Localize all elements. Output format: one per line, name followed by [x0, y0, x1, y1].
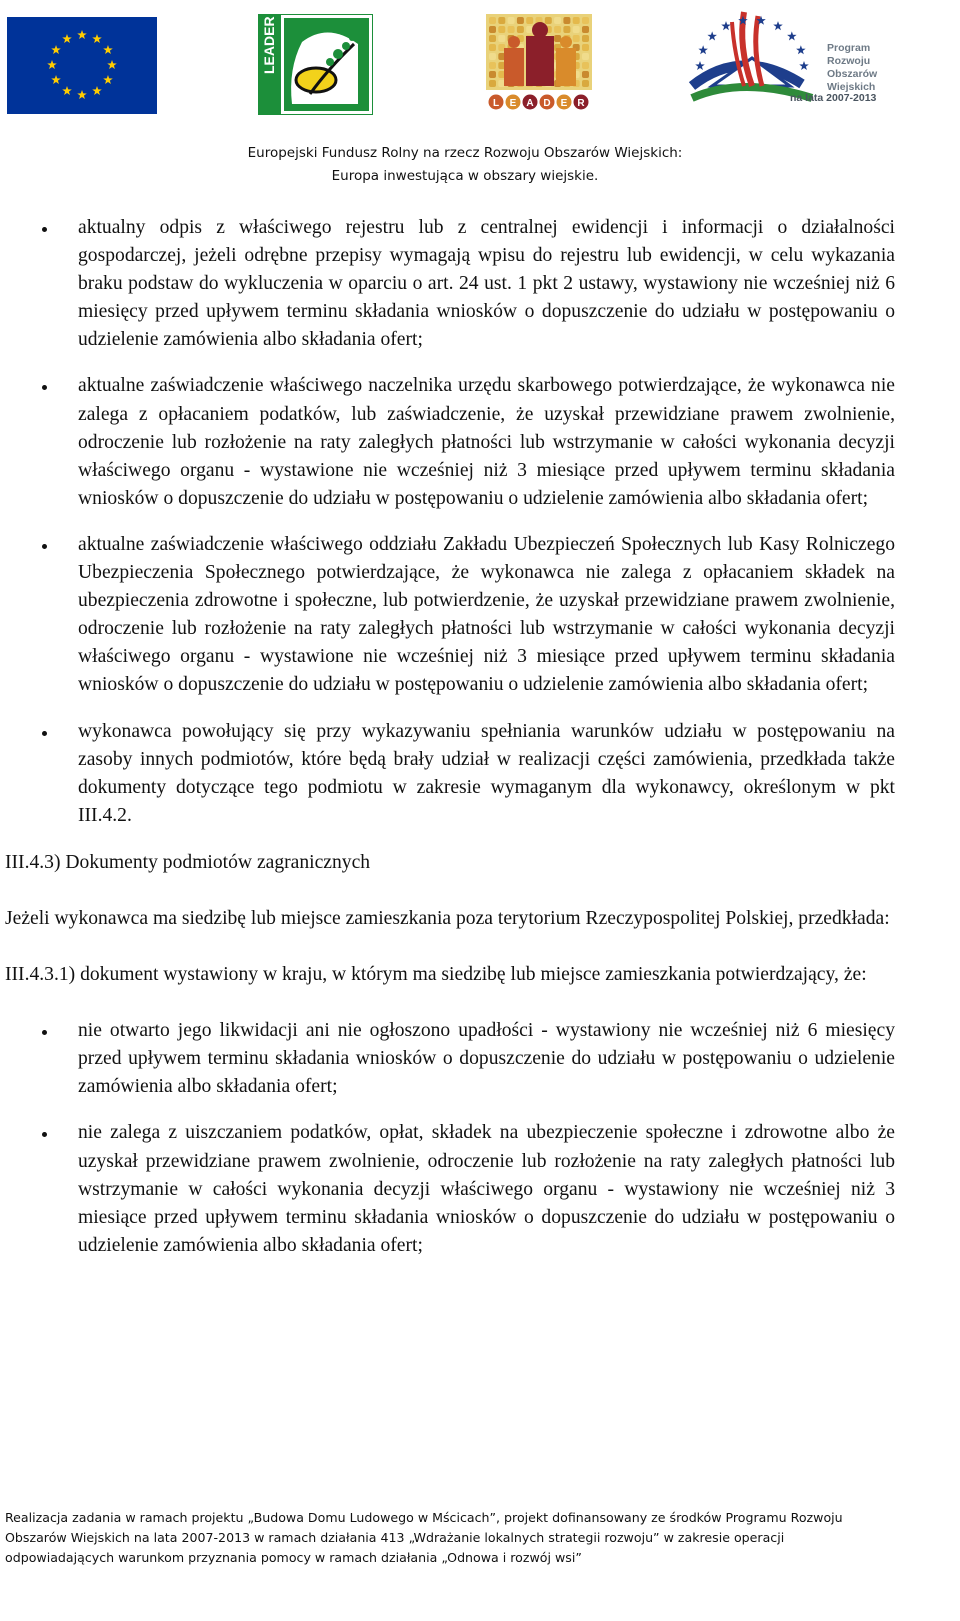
- mosaic-tile: [573, 26, 580, 33]
- mosaic-tile: [582, 80, 589, 87]
- leader-letter: R: [577, 98, 585, 109]
- leader-people-logo: [486, 14, 592, 115]
- mosaic-tile: [489, 80, 496, 87]
- mosaic-tile: [489, 44, 496, 51]
- list-item: aktualny odpis z właściwego rejestru lub z centralnej ewidencji i informacji o działalności gospodarczej, jeżeli odrębne przepisy wymagają wpisu do rejestru lub ewidencji, w celu wykazania braku podstaw do wykluczenia w oparciu o art. 24 ust. 1 pkt 2 ustawy, wystawiony nie wcześniej niż 6 miesięcy przed upływem terminu składania wniosków o dopuszczenie do udziału w postępowaniu o udzielenie zamówienia albo składania ofert;: [78, 214, 895, 354]
- prow-line-1: Program: [827, 42, 871, 54]
- mosaic-tile: [554, 17, 561, 24]
- prow-line-2: Rozwoju: [827, 55, 871, 67]
- mosaic-tile: [489, 35, 496, 42]
- mosaic-tile: [582, 62, 589, 69]
- mosaic-tile: [526, 17, 533, 24]
- mosaic-tile: [498, 35, 505, 42]
- mosaic-tile: [517, 26, 524, 33]
- leader-letter: L: [492, 98, 500, 109]
- mosaic-tile: [508, 17, 515, 24]
- prow-line-4: Wiejskich: [827, 81, 876, 93]
- mosaic-tile: [582, 17, 589, 24]
- document-requirement-paragraph: III.4.3.1) dokument wystawiony w kraju, w którym ma siedzibę lub miejsce zamieszkania potwierdzający, że:: [5, 964, 867, 986]
- mosaic-tile: [489, 62, 496, 69]
- mosaic-tile: [573, 17, 580, 24]
- foreign-entity-paragraph: Jeżeli wykonawca ma siedzibę lub miejsce zamieszkania poza terytorium Rzeczypospolitej Polskiej, przedkłada:: [5, 907, 890, 929]
- page-footer: [5, 1508, 930, 1568]
- document-body: [5, 214, 926, 1279]
- leader-vertical-text: LEADER: [261, 16, 277, 74]
- mosaic-tile: [563, 26, 570, 33]
- mosaic-tile: [554, 26, 561, 33]
- list-item: aktualne zaświadczenie właściwego naczelnika urzędu skarbowego potwierdzające, że wykonawca nie zalega z opłacaniem podatków, lub zaświadczenie, że uzyskał przewidziane prawem zwolnienie, odroczenie lub rozłożenie na raty zaległych płatności lub wstrzymanie w całości wykonania decyzji właściwego organu - wystawione nie wcześniej niż 3 miesiące przed upływem terminu składania wniosków o dopuszczenie do udziału w postępowaniu o udzielenie zamówienia albo składania ofert;: [78, 372, 895, 512]
- eu-flag-logo: [7, 17, 157, 114]
- list-item: nie zalega z uiszczaniem podatków, opłat, składek na ubezpieczenie społeczne i zdrowotne albo że uzyskał przewidziane prawem zwolnienie, odroczenie lub rozłożenie na raty zaległych płatności lub wstrzymanie w całości wykonania decyzji właściwego organu - wystawiony nie wcześniej niż 3 miesiące przed upływem terminu składania wniosków o dopuszczenie do udziału w postępowaniu o udzielenie zamówienia albo składania ofert;: [78, 1119, 895, 1259]
- leader-green-logo: [258, 14, 373, 115]
- mosaic-tile: [582, 71, 589, 78]
- mosaic-tile: [563, 17, 570, 24]
- leader-letter: E: [560, 98, 568, 109]
- mosaic-tile: [582, 53, 589, 60]
- fund-title-line-1: Europejski Fundusz Rolny na rzecz Rozwoju Obszarów Wiejskich:: [247, 145, 683, 161]
- mosaic-tile: [498, 17, 505, 24]
- mosaic-tile: [582, 35, 589, 42]
- mosaic-tile: [498, 26, 505, 33]
- footer-line-3: odpowiadających warunkom przyznania pomocy w ramach działania „Odnowa i rozwój wsi”: [5, 1550, 582, 1565]
- prow-line-3: Obszarów: [827, 68, 878, 80]
- mosaic-tile: [489, 53, 496, 60]
- mosaic-tile: [508, 26, 515, 33]
- footer-line-2: Obszarów Wiejskich na lata 2007-2013 w ramach działania 413 „Wdrażanie lokalnych strategii rozwoju” w zakresie operacji: [5, 1530, 785, 1545]
- foreign-requirements-list: [5, 1017, 926, 1260]
- mosaic-tile: [545, 17, 552, 24]
- section-heading: III.4.3) Dokumenty podmiotów zagranicznych: [5, 851, 371, 873]
- fund-title-line-2: Europa inwestująca w obszary wiejskie.: [331, 168, 599, 184]
- mosaic-tile: [517, 17, 524, 24]
- list-item: wykonawca powołujący się przy wykazywaniu spełniania warunków udziału w postępowaniu na zasoby innych podmiotów, które będą brały udział w realizacji części zamówienia, przedkłada także dokumenty dotyczące tego podmiotu w zakresie wymaganym dla wykonawcy, określonym w pkt III.4.2.: [78, 718, 895, 830]
- leader-letter: A: [526, 98, 534, 109]
- leader-letter: E: [509, 98, 517, 109]
- mosaic-tile: [554, 35, 561, 42]
- list-item: aktualne zaświadczenie właściwego oddziału Zakładu Ubezpieczeń Społecznych lub Kasy Rolniczego Ubezpieczenia Społecznego potwierdzające, że wykonawca nie zalega z opłacaniem składek na ubezpieczenia zdrowotne i społeczne, lub potwierdzenie, że uzyskał przewidziane prawem zwolnienie, odroczenie lub rozłożenie na raty zaległych płatności lub wstrzymanie w całości wykonania decyzji właściwego organu - wystawione nie wcześniej niż 3 miesiące przed upływem terminu składania wniosków o dopuszczenie do udziału w postępowaniu o udzielenie zamówienia albo składania ofert;: [78, 531, 895, 700]
- footer-line-1: Realizacja zadania w ramach projektu „Budowa Domu Ludowego w Mścicach”, projekt dofinansowany ze środków Programu Rozwoju: [5, 1510, 843, 1525]
- requirements-list: [5, 214, 926, 830]
- mosaic-tile: [582, 26, 589, 33]
- leader-letter: D: [543, 98, 551, 109]
- mosaic-tile: [489, 71, 496, 78]
- list-item: nie otwarto jego likwidacji ani nie ogłoszono upadłości - wystawiony nie wcześniej niż 6 miesięcy przed upływem terminu składania wniosków o dopuszczenie do udziału w postępowaniu o udzielenie zamówienia albo składania ofert;: [78, 1017, 895, 1101]
- mosaic-tile: [489, 17, 496, 24]
- prow-logo-text: [682, 6, 882, 114]
- mosaic-tile: [573, 35, 580, 42]
- header-logos: [0, 0, 960, 125]
- prow-years: na lata 2007-2013: [790, 92, 877, 104]
- mosaic-tile: [489, 26, 496, 33]
- mosaic-tile: [582, 44, 589, 51]
